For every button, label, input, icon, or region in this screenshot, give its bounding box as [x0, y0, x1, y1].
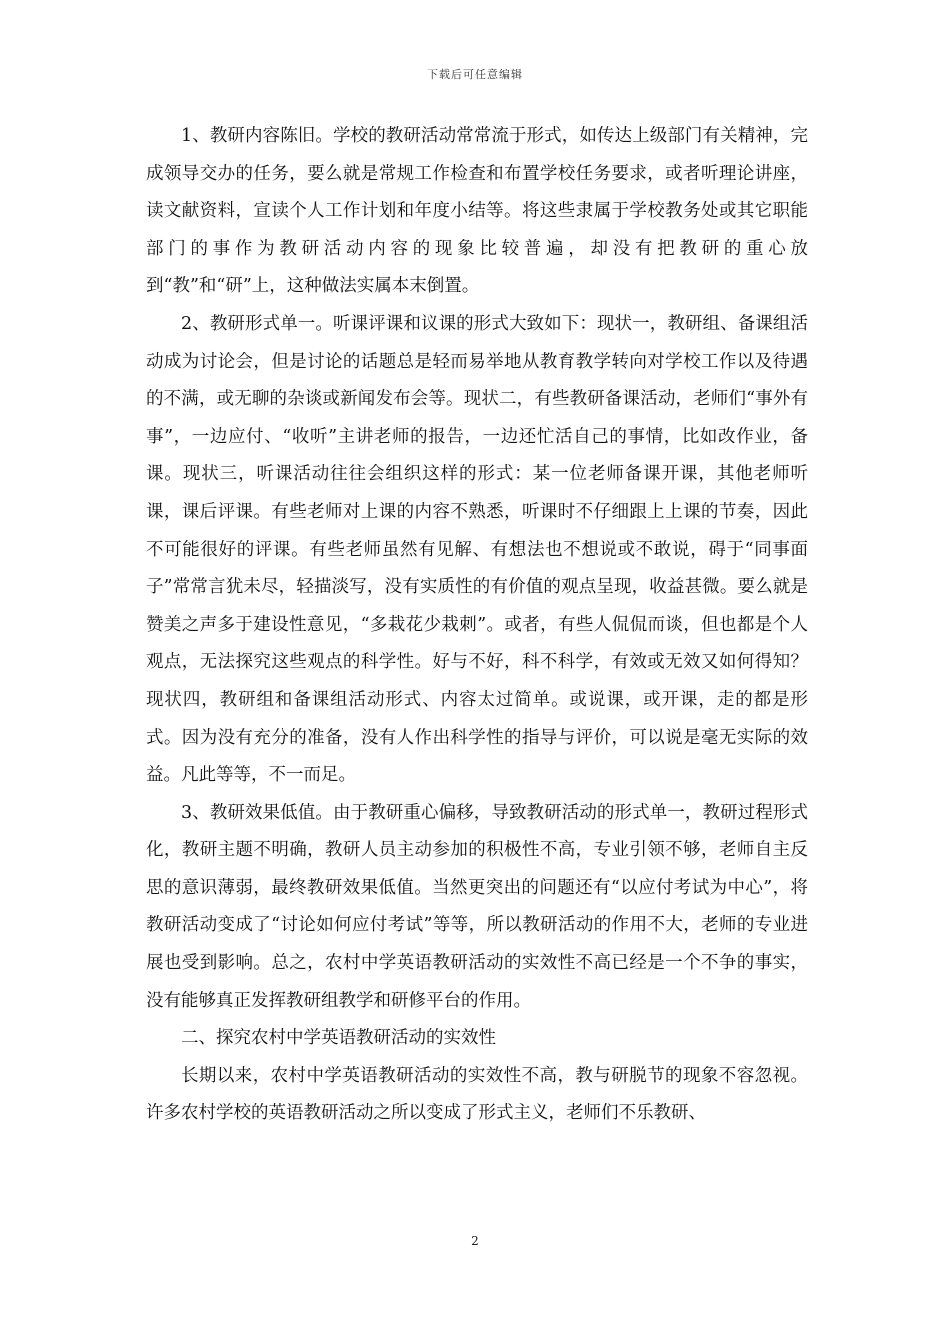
paragraph-teaching-research-effect: 3、教研效果低值。由于教研重心偏移，导致教研活动的形式单一，教研过程形式化，教研主题不明确，教研人员主动参加的积极性不高，专业引领不够，老师自主反思的意识薄弱，最终教研效果低值。当然更突出的问题还有“以应付考试为中心”，将教研活动变成了“讨论如何应付考试”等等，所以教研活动的作用不大，老师的专业进展也受到影响。总之，农村中学英语教研活动的实效性不高已经是一个不争的事实，没有能够真正发挥教研组教学和研修平台的作用。	[146, 802, 808, 1011]
section-heading: 二、探究农村中学英语教研活动的实效性	[181, 1028, 496, 1049]
paragraph-closing: 长期以来，农村中学英语教研活动的实效性不高，教与研脱节的现象不容忽视。许多农村学校的英语教研活动之所以变成了形式主义，老师们不乐教研、	[146, 1065, 808, 1124]
paragraph-teaching-research-format: 2、教研形式单一。听课评课和议课的形式大致如下：现状一，教研组、备课组活动成为讨论会，但是讨论的话题总是轻而易举地从教育教学转向对学校工作以及待遇的不满，或无聊的杂谈或新闻发布会等。现状二，有些教研备课活动，老师们“事外有事”，一边应付、“收听”主讲老师的报告，一边还忙活自己的事情，比如改作业，备课。现状三，听课活动往往会组织这样的形式：某一位老师备课开课，其他老师听课，课后评课。有些老师对上课的内容不熟悉，听课时不仔细跟上上课的节奏，因此不可能很好的评课。有些老师虽然有见解、有想法也不想说或不敢说，碍于“同事面子”常常言犹未尽，轻描淡写，没有实质性的有价值的观点呈现，收益甚微。要么就是赞美之声多于建设性意见，“多栽花少栽刺”。或者，有些人侃侃而谈，但也都是个人观点，无法探究这些观点的科学性。好与不好，科不科学，有效或无效又如何得知？现状四，教研组和备课组活动形式、内容太过简单。或说课，或开课，走的都是形式。因为没有充分的准备，没有人作出科学性的指导与评价，可以说是毫无实际的效益。凡此等等，不一而足。	[146, 313, 808, 786]
page-number: 2	[471, 1234, 479, 1248]
page-header: 下载后可任意编辑	[427, 68, 523, 81]
paragraph-teaching-research-content: 1、教研内容陈旧。学校的教研活动常常流于形式，如传达上级部门有关精神，完成领导交办的任务，要么就是常规工作检查和布置学校任务要求，或者听理论讲座，读文献资料，宣读个人工作计划和年度小结等。将这些隶属于学校教务处或其它职能部门的事作为教研活动内容的现象比较普遍，却没有把教研的重心放到“教”和“研”上，这种做法实属本末倒置。	[146, 126, 808, 297]
document-body	[146, 118, 808, 1133]
